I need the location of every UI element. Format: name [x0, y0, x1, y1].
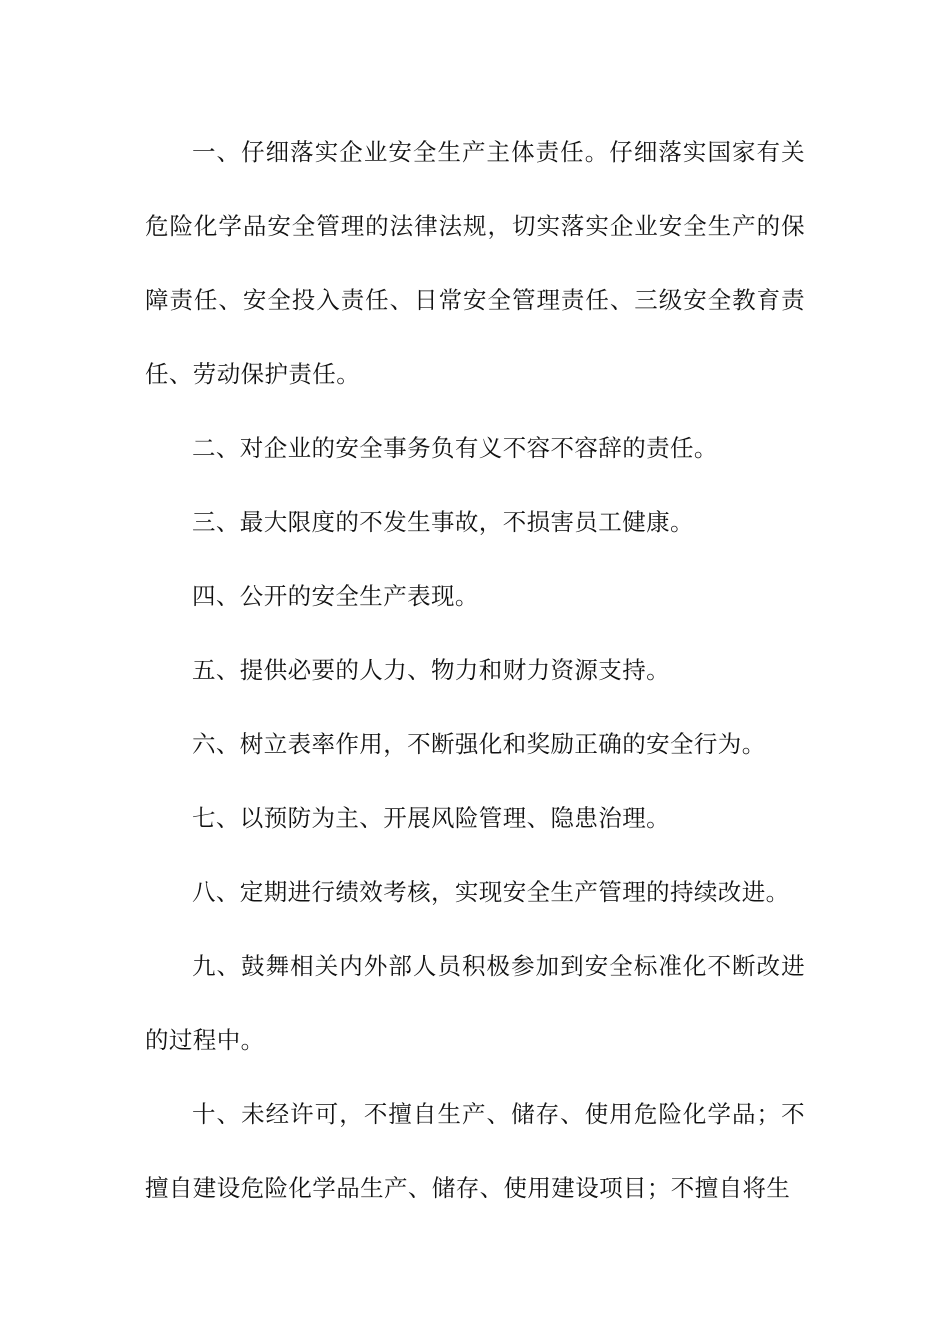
paragraph-5: 五、提供必要的人力、物力和财力资源支持。: [192, 656, 670, 684]
paragraph-4: 四、公开的安全生产表现。: [192, 582, 479, 610]
paragraph-1: 一、仔细落实企业安全生产主体责任。仔细落实国家有关危险化学品安全管理的法律法规，切实落实企业安全生产的保障责任、安全投入责任、日常安全管理责任、三级安全教育责任、劳动保护责任。: [145, 138, 805, 388]
paragraph-2: 二、对企业的安全事务负有义不容不容辞的责任。: [192, 434, 718, 462]
document-body: [145, 115, 805, 1225]
paragraph-7: 七、以预防为主、开展风险管理、隐患治理。: [192, 804, 670, 832]
paragraph-8: 八、定期进行绩效考核，实现安全生产管理的持续改进。: [192, 878, 790, 906]
paragraph-10: 十、未经许可，不擅自生产、储存、使用危险化学品；不擅自建设危险化学品生产、储存、使用建设项目；不擅自将生: [145, 1100, 805, 1202]
paragraph-9: 九、鼓舞相关内外部人员积极参加到安全标准化不断改进的过程中。: [145, 952, 805, 1054]
paragraph-3: 三、最大限度的不发生事故，不损害员工健康。: [192, 508, 694, 536]
paragraph-6: 六、树立表率作用，不断强化和奖励正确的安全行为。: [192, 730, 766, 758]
